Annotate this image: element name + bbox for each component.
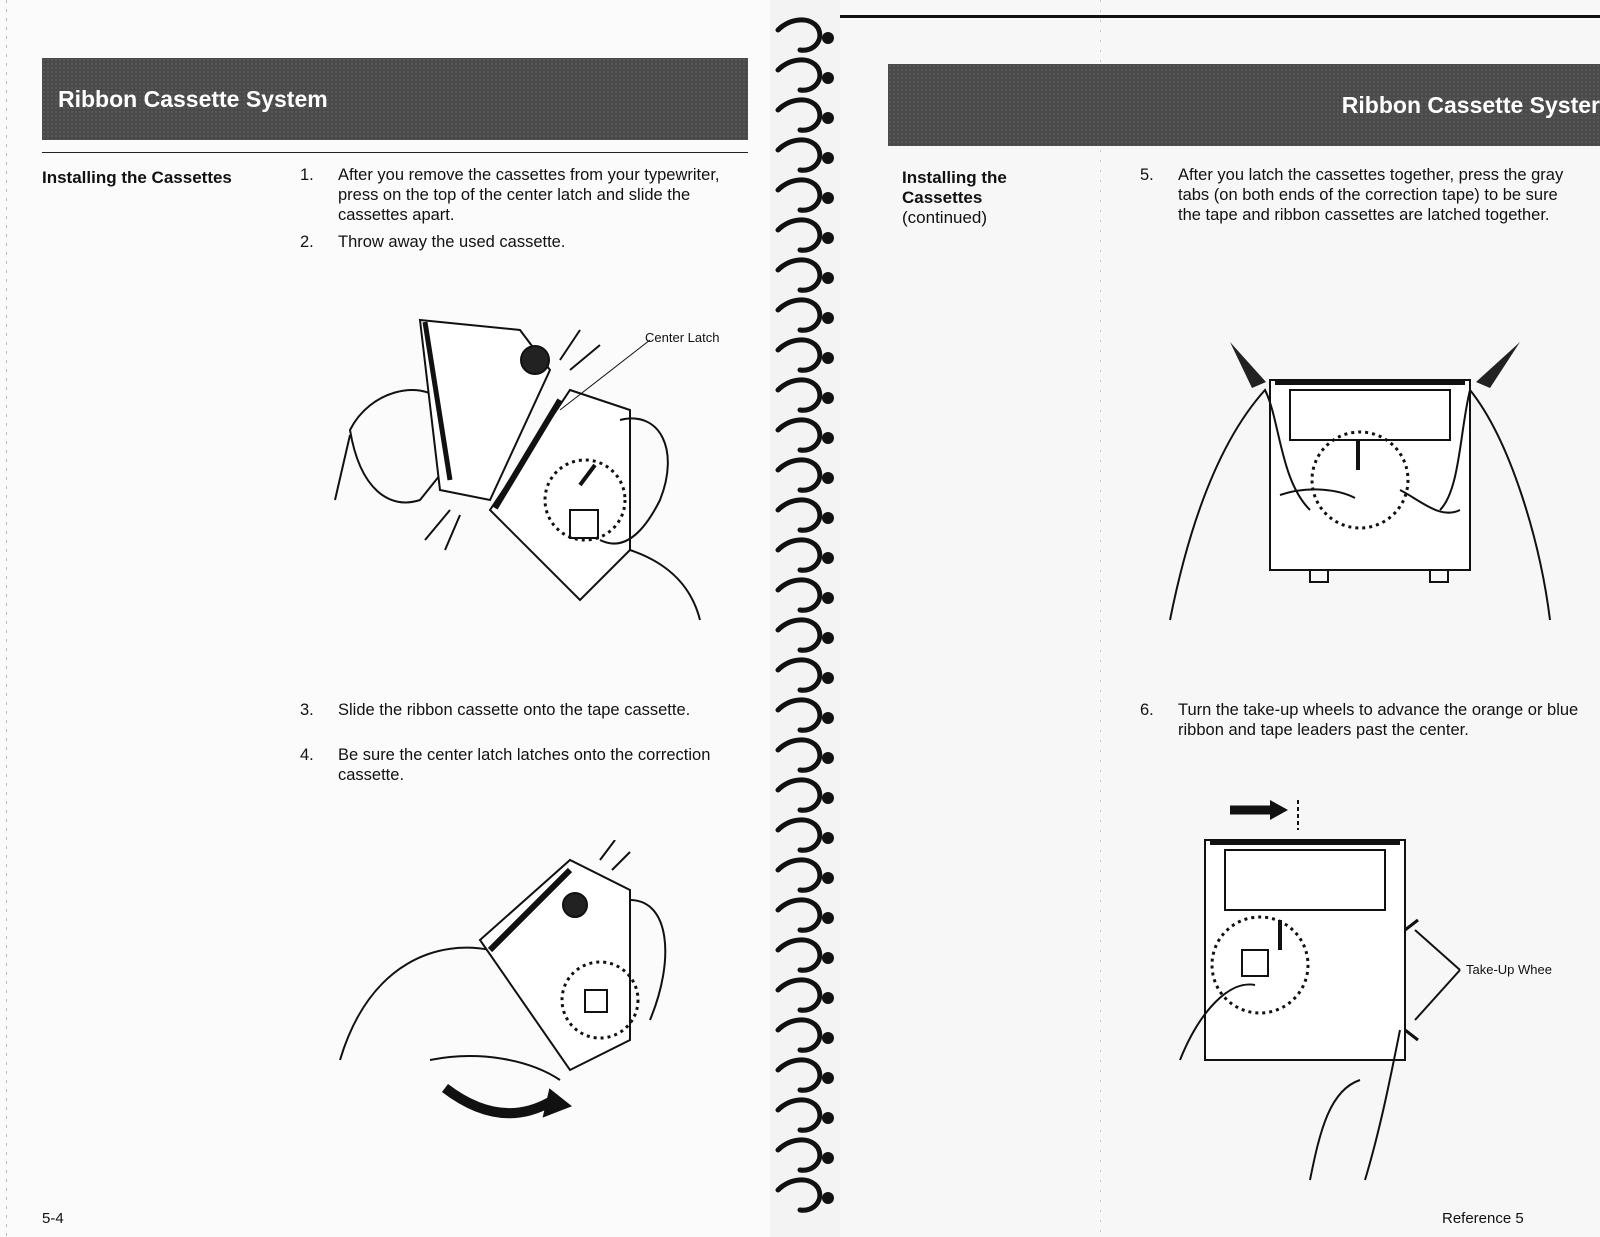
left-section-label: Installing the Cassettes — [42, 168, 232, 187]
take-up-wheels-illustration — [1160, 800, 1490, 1190]
left-header-bar — [42, 58, 748, 140]
step-5 — [1140, 165, 1585, 225]
slide-cassette-illustration — [330, 840, 730, 1140]
step-3-number: 3. — [300, 701, 314, 719]
separate-cassettes-illustration — [330, 300, 750, 640]
step-1 — [300, 165, 745, 225]
left-page — [0, 0, 770, 1237]
step-3 — [300, 700, 745, 720]
left-header-rule — [42, 152, 748, 153]
step-6-number: 6. — [1140, 701, 1154, 719]
right-page-footer: Reference 5 — [1442, 1210, 1524, 1227]
step-2-number: 2. — [300, 233, 314, 251]
margin-dots — [6, 0, 7, 1237]
center-latch-callout: Center Latch — [645, 330, 720, 345]
right-section-label-continued: (continued) — [902, 208, 988, 227]
step-4-text: Be sure the center latch latches onto the correction cassette. — [338, 746, 711, 784]
step-1-number: 1. — [300, 166, 314, 184]
take-up-wheel-callout: Take-Up Whee — [1466, 962, 1552, 977]
step-2-text: Throw away the used cassette. — [338, 233, 566, 251]
step-5-number: 5. — [1140, 166, 1154, 184]
step-3-text: Slide the ribbon cassette onto the tape cassette. — [338, 701, 691, 719]
left-header-title: Ribbon Cassette System — [58, 85, 328, 112]
step-2 — [300, 232, 745, 252]
step-6-text: Turn the take-up wheels to advance the orange or blue ribbon and tape leaders past the center. — [1178, 701, 1579, 739]
fold-dots — [1100, 0, 1101, 1237]
step-5-text: After you latch the cassettes together, press the gray tabs (on both ends of the correction tape) to be sure the tape and ribbon cassettes are latched together. — [1178, 166, 1564, 224]
left-page-number: 5-4 — [42, 1210, 64, 1227]
right-header-title: Ribbon Cassette Syster — [1341, 91, 1600, 118]
step-4-number: 4. — [300, 746, 314, 764]
right-header-bar — [888, 64, 1600, 146]
right-section-label-text: Installing the Cassettes — [902, 168, 1007, 207]
step-1-text: After you remove the cassettes from your typewriter, press on the top of the center latch and slide the cassettes apart. — [338, 166, 720, 224]
right-section-label — [902, 168, 1082, 228]
step-4 — [300, 745, 745, 785]
step-6 — [1140, 700, 1585, 740]
spiral-binding — [770, 0, 840, 1237]
press-tabs-illustration — [1140, 320, 1600, 640]
right-top-rule — [840, 15, 1600, 18]
right-page — [840, 0, 1600, 1237]
